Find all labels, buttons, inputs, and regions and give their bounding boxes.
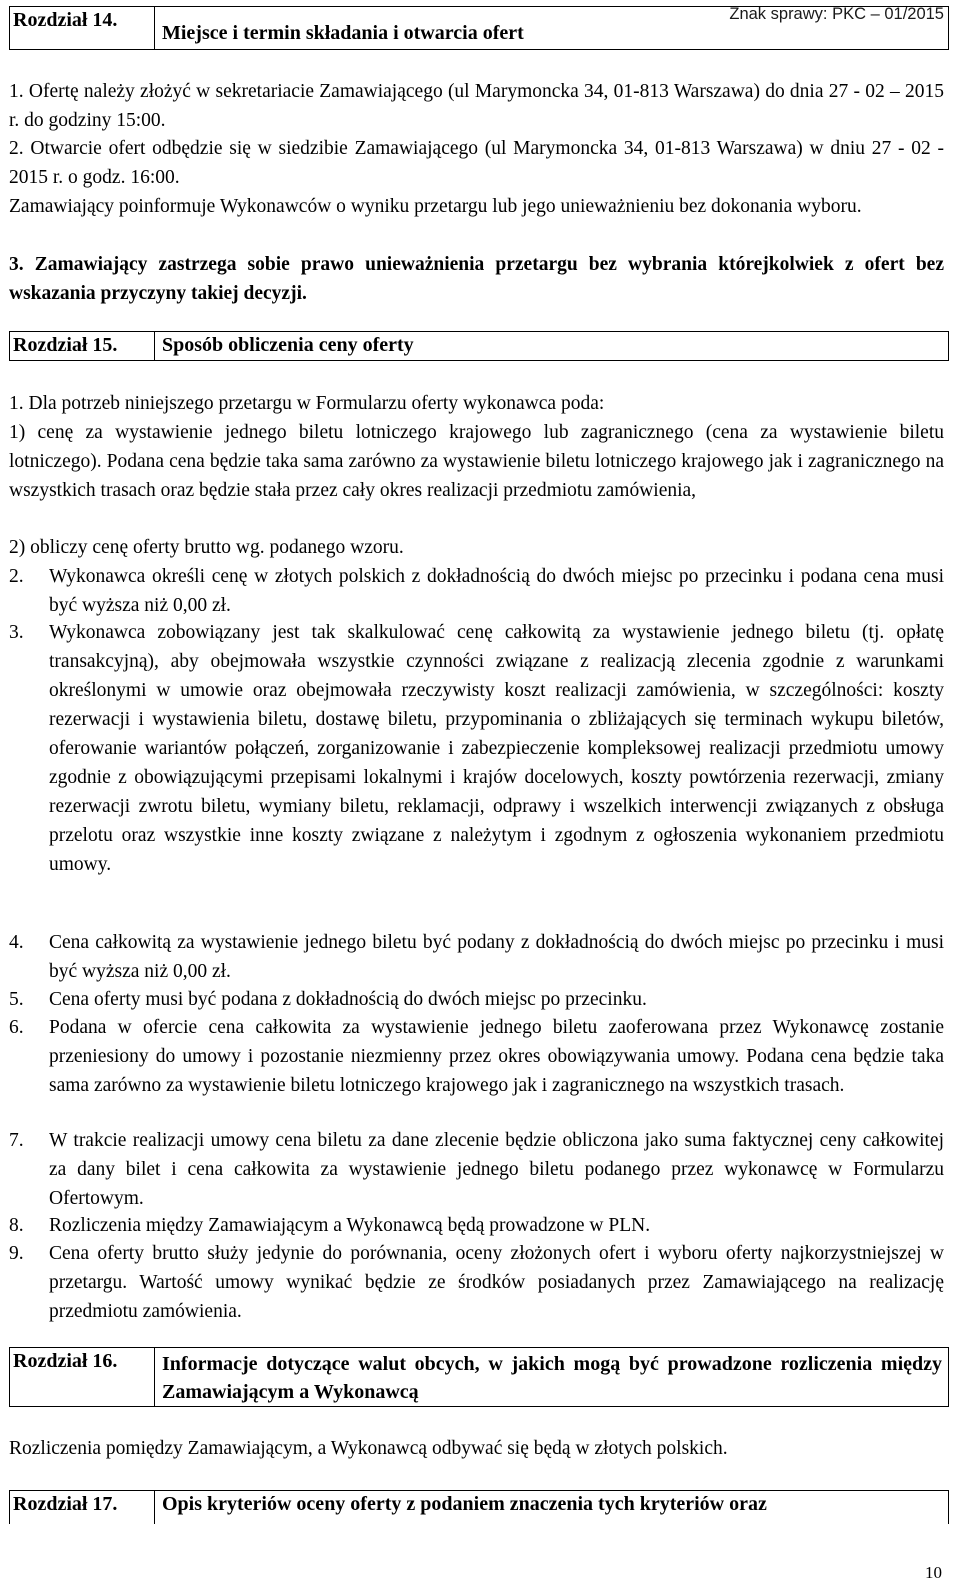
- list-item-number: 9.: [9, 1243, 24, 1264]
- chapter-14-number: Rozdział 14.: [10, 7, 155, 49]
- list-item-text: W trakcie realizacji umowy cena biletu za dane zlecenie będzie obliczona jako suma faktycznej ceny całkowitej za dany bilet i cena całkowita za wystawienie jednego biletu podanego przez wykonawcę w Formularzu Ofertowym.: [49, 1130, 944, 1209]
- chapter-14-header: [9, 6, 949, 50]
- chapter-14-title-text: Miejsce i termin składania i otwarcia ofert: [162, 22, 524, 44]
- chapter-15-header: [9, 331, 949, 361]
- chapter-16-title: Informacje dotyczące walut obcych, w jakich mogą być prowadzone rozliczenia między Zamawiającym a Wykonawcą: [162, 1353, 942, 1403]
- list-item: [9, 1126, 944, 1213]
- chapter-16-header: [9, 1347, 949, 1407]
- chapter-15-title: Sposób obliczenia ceny oferty: [162, 334, 414, 356]
- chapter-14-notice: Zamawiający poinformuje Wykonawców o wyniku przetargu lub jego unieważnieniu bez dokonania wyboru.: [9, 196, 862, 217]
- list-item-text: Cena oferty brutto służy jedynie do porównania, oceny złożonych ofert i wyboru oferty najkorzystniejszej w przetargu. Wartość umowy wynikać będzie ze środków posiadanych przez Zamawiającego na realizację przedmiotu zamówienia.: [49, 1243, 944, 1322]
- page-number: 10: [925, 1563, 942, 1582]
- case-sign: Znak sprawy: PKC – 01/2015: [729, 5, 944, 23]
- list-item-number: 5.: [9, 989, 24, 1010]
- list-item: [9, 562, 944, 620]
- list-item: [9, 1013, 944, 1100]
- chapter-14-point-3: 3. Zamawiający zastrzega sobie prawo unieważnienia przetargu bez wybrania którejkolwiek z ofert bez wskazania przyczyny takiej decyzji.: [9, 254, 944, 304]
- chapter-14-point-1: 1. Ofertę należy złożyć w sekretariacie Zamawiającego (ul Marymoncka 34, 01-813 Warszawa) do dnia 27 - 02 – 2015 r. do godziny 15:00.: [9, 81, 944, 131]
- chapter-15-point-1a: 1) cenę za wystawienie jednego biletu lotniczego krajowego lub zagranicznego (cena za wystawienie biletu lotniczego). Podana cena będzie taka sama zarówno za wystawienie biletu lotniczego krajowego jak i zagranicznego na wszystkich trasach oraz będzie stała przez cały okres realizacji przedmiotu zamówienia,: [9, 422, 944, 501]
- list-item: [9, 618, 944, 879]
- list-item-text: Wykonawca określi cenę w złotych polskich z dokładnością do dwóch miejsc po przecinku i podana cena musi być wyższa niż 0,00 zł.: [49, 566, 944, 616]
- list-item-number: 3.: [9, 622, 24, 643]
- chapter-15-point-1: 1. Dla potrzeb niniejszego przetargu w Formularzu oferty wykonawca poda:: [9, 393, 605, 414]
- list-item-number: 8.: [9, 1215, 24, 1236]
- chapter-15-number: Rozdział 15.: [10, 332, 155, 360]
- list-item-text: Cena oferty musi być podana z dokładnością do dwóch miejsc po przecinku.: [49, 989, 647, 1010]
- list-item-text: Wykonawca zobowiązany jest tak skalkulować cenę całkowitą za wystawienie jednego biletu (tj. opłatę transakcyjną), aby obejmowała wszystkie czynności związane z realizacją zlecenia zgodnie z warunkami określonymi w umowie oraz obejmowała rzeczywisty koszt realizacji zamówienia, w szczególności: koszty rezerwacji i wystawienia biletu, dostawę biletu, przypominania o zbliżających się terminach wykupu biletów, oferowanie wariantów połączeń, zorganizowanie i zabezpieczenie kompleksowej realizacji przedmiotu umowy zgodnie z obowiązującymi przepisami lokalnymi i krajów docelowych, koszty powtórzenia rezerwacji, zmiany rezerwacji zwrotu biletu, wymiany biletu, reklamacji, odprawy i wszelkich interwencji związanych z obsługa przelotu oraz wszystkie inne koszty związane z należytym i zgodnym z ogłoszenia wykonaniem przedmiotu umowy.: [49, 622, 944, 875]
- list-item-text: Cena całkowitą za wystawienie jednego biletu być podany z dokładnością do dwóch miejsc po przecinku i musi być wyższa niż 0,00 zł.: [49, 932, 944, 982]
- list-item: [9, 985, 944, 1014]
- chapter-17-header: [9, 1490, 949, 1524]
- chapter-15-point-1b: 2) obliczy cenę oferty brutto wg. podanego wzoru.: [9, 537, 404, 558]
- chapter-17-title: Opis kryteriów oceny oferty z podaniem znaczenia tych kryteriów oraz: [162, 1493, 767, 1515]
- list-item: [9, 1239, 944, 1326]
- chapter-17-number: Rozdział 17.: [10, 1491, 155, 1524]
- list-item-text: Rozliczenia między Zamawiającym a Wykonawcą będą prowadzone w PLN.: [49, 1215, 651, 1236]
- chapter-14-point-2: 2. Otwarcie ofert odbędzie się w siedzibie Zamawiającego (ul Marymoncka 34, 01-813 Warszawa) w dniu 27 - 02 - 2015 r. o godz. 16:00.: [9, 138, 944, 188]
- list-item-number: 2.: [9, 566, 24, 587]
- list-item: [9, 928, 944, 986]
- list-item-number: 6.: [9, 1017, 24, 1038]
- list-item-text: Podana w ofercie cena całkowita za wystawienie jednego biletu zaoferowana przez Wykonawcę zostanie przeniesiony do umowy i pozostanie niezmienny przez okres obowiązywania umowy. Podana cena będzie taka sama zarówno za wystawienie biletu lotniczego krajowego jak i zagranicznego na wszystkich trasach.: [49, 1017, 944, 1096]
- chapter-16-paragraph: Rozliczenia pomiędzy Zamawiającym, a Wykonawcą odbywać się będą w złotych polskich.: [9, 1438, 728, 1459]
- chapter-16-number: Rozdział 16.: [10, 1348, 155, 1406]
- list-item: [9, 1211, 944, 1240]
- list-item-number: 4.: [9, 932, 24, 953]
- chapter-14-title: [155, 7, 948, 49]
- list-item-number: 7.: [9, 1130, 24, 1151]
